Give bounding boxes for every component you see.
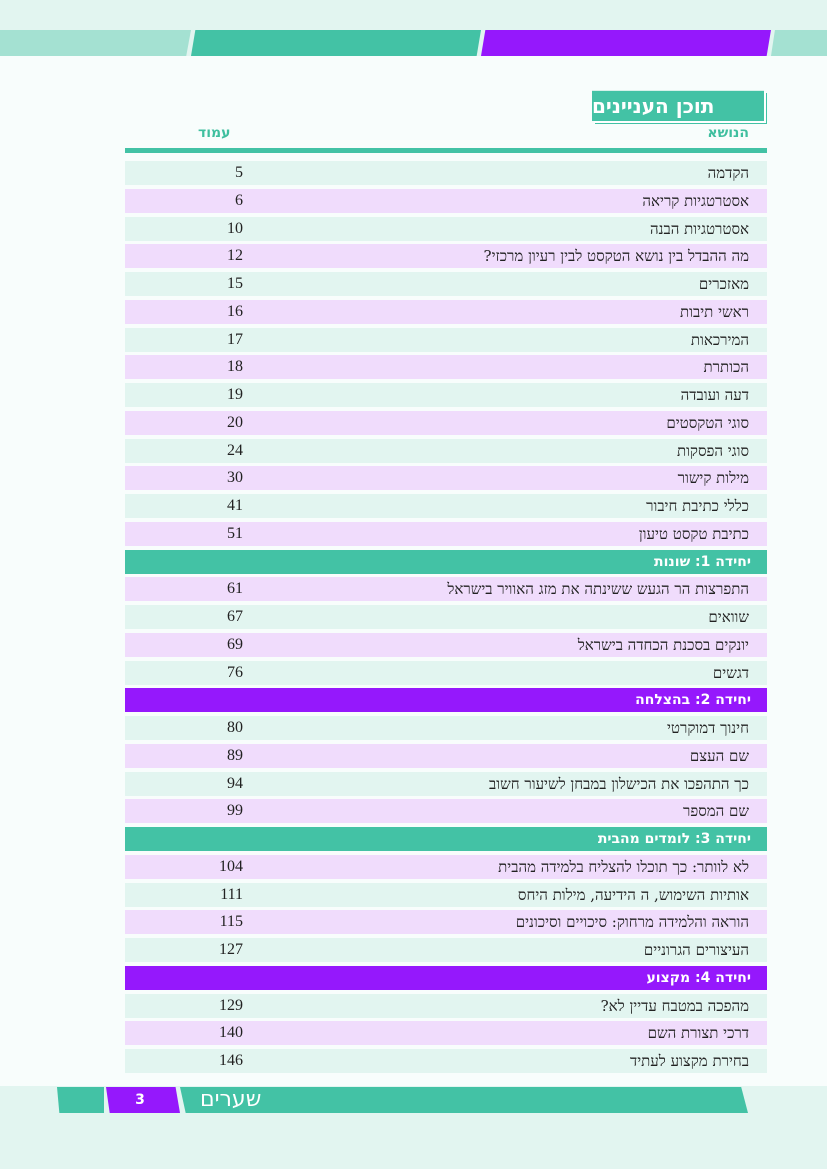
toc-entry-page: 69 <box>227 635 243 653</box>
toc-entry[interactable] <box>125 411 767 435</box>
toc-entry[interactable] <box>125 439 767 463</box>
toc-entry-title: יונקים בסכנת הכחדה בישראל <box>577 635 749 654</box>
top-bar-segment-light-teal <box>0 30 191 56</box>
toc-entry-title: מילות קישור <box>677 469 749 488</box>
toc-unit-header[interactable] <box>125 688 767 712</box>
toc-entry-title: שם המספר <box>682 802 749 821</box>
toc-entry[interactable] <box>125 1049 767 1073</box>
toc-entry[interactable] <box>125 466 767 490</box>
toc-entry[interactable] <box>125 383 767 407</box>
toc-entry-title: מאזכרים <box>698 275 749 293</box>
top-bar-segment-purple <box>481 30 771 56</box>
column-header-page: עמוד <box>198 125 231 141</box>
toc-entry-page: 129 <box>219 996 243 1014</box>
page-number: 3 <box>135 1092 145 1108</box>
unit-title: יחידה 2: בהצלחה <box>635 692 751 709</box>
toc-entry-page: 111 <box>220 885 243 903</box>
unit-title: יחידה 4: מקצוע <box>646 969 751 986</box>
toc-entry[interactable] <box>125 633 767 657</box>
toc-entry-page: 146 <box>219 1052 243 1069</box>
toc-entry-page: 10 <box>227 219 243 237</box>
toc-entry[interactable] <box>125 328 767 352</box>
toc-entry-title: דרכי תצורת השם <box>647 1024 749 1043</box>
toc-entry-page: 5 <box>235 164 243 181</box>
toc-entry[interactable] <box>125 217 767 241</box>
toc-unit-header[interactable] <box>125 827 767 851</box>
toc-entry-page: 127 <box>219 941 243 958</box>
toc-entry-title: שוואים <box>708 608 749 626</box>
toc-entry[interactable] <box>125 855 767 879</box>
table-of-contents <box>125 161 767 1077</box>
toc-entry-page: 51 <box>227 524 243 542</box>
toc-entry-title: מה ההבדל בין נושא הטקסט לבין רעיון מרכזי? <box>483 247 749 266</box>
toc-entry[interactable] <box>125 355 767 379</box>
toc-entry[interactable] <box>125 994 767 1018</box>
toc-entry-page: 67 <box>227 608 243 625</box>
toc-entry-title: אותיות השימוש, ה הידיעה, מילות היחס <box>517 885 749 904</box>
toc-entry-page: 16 <box>227 302 243 320</box>
toc-entry-title: אסטרטגיות קריאה <box>642 191 749 210</box>
toc-entry[interactable] <box>125 494 767 518</box>
toc-entry[interactable] <box>125 883 767 907</box>
toc-entry-title: שם העצם <box>689 746 749 765</box>
toc-entry-title: הקדמה <box>707 164 749 182</box>
toc-entry[interactable] <box>125 910 767 934</box>
toc-entry-title: דגשים <box>712 663 749 682</box>
toc-entry-title: ראשי תיבות <box>680 302 749 321</box>
toc-entry-page: 12 <box>227 247 243 265</box>
toc-entry[interactable] <box>125 938 767 962</box>
toc-entry-page: 17 <box>227 330 243 348</box>
toc-entry-title: העיצורים הגרוניים <box>643 941 749 959</box>
toc-entry-page: 89 <box>227 746 243 764</box>
toc-entry-page: 99 <box>227 802 243 820</box>
page-title: תוכן העניינים <box>592 90 764 121</box>
toc-entry-page: 104 <box>219 857 243 875</box>
toc-entry[interactable] <box>125 244 767 268</box>
toc-entry-title: הכותרת <box>703 358 749 377</box>
toc-entry-title: כתיבת טקסט טיעון <box>638 524 749 543</box>
toc-entry-title: התפרצות הר הגעש ששינתה את מזג האוויר בישראל <box>447 580 749 599</box>
toc-entry-title: כללי כתיבת חיבור <box>646 497 749 515</box>
toc-entry-page: 94 <box>227 774 243 792</box>
column-header-topic: הנושא <box>707 125 749 141</box>
toc-entry[interactable] <box>125 1021 767 1045</box>
toc-unit-header[interactable] <box>125 966 767 990</box>
toc-entry-title: דעה ועובדה <box>680 386 749 404</box>
toc-entry-page: 80 <box>227 719 243 736</box>
toc-unit-header[interactable] <box>125 550 767 574</box>
toc-entry-page: 115 <box>219 913 243 931</box>
toc-entry-title: מהפכה במטבח עדיין לא? <box>600 996 749 1015</box>
toc-entry-title: סוגי הטקסטים <box>666 413 749 432</box>
toc-entry[interactable] <box>125 272 767 296</box>
toc-entry-page: 140 <box>219 1024 243 1042</box>
unit-title: יחידה 3: לומדים מהבית <box>597 831 751 847</box>
toc-entry[interactable] <box>125 661 767 685</box>
toc-entry-title: סוגי הפסקות <box>676 441 749 460</box>
footer-title-bar <box>180 1087 748 1113</box>
unit-title: יחידה 1: שונות <box>654 553 751 570</box>
toc-entry-page: 19 <box>227 386 243 403</box>
toc-entry[interactable] <box>125 744 767 768</box>
toc-entry[interactable] <box>125 577 767 601</box>
toc-entry-page: 18 <box>227 358 243 376</box>
toc-entry-page: 15 <box>227 275 243 292</box>
toc-entry-page: 20 <box>227 413 243 431</box>
footer-bar <box>0 1087 827 1113</box>
toc-entry[interactable] <box>125 300 767 324</box>
toc-entry[interactable] <box>125 772 767 796</box>
toc-entry[interactable] <box>125 189 767 213</box>
header-divider <box>125 148 767 153</box>
toc-entry-page: 24 <box>227 441 243 459</box>
toc-entry[interactable] <box>125 799 767 823</box>
toc-entry[interactable] <box>125 605 767 629</box>
toc-entry-title: כך התהפכו את הכישלון במבחן לשיעור חשוב <box>489 774 749 793</box>
toc-entry-page: 76 <box>227 663 243 681</box>
toc-entry-page: 30 <box>227 469 243 487</box>
toc-entry[interactable] <box>125 716 767 740</box>
toc-entry-page: 6 <box>235 191 243 209</box>
book-title: שערים <box>200 1087 262 1112</box>
toc-entry-page: 41 <box>227 497 243 514</box>
toc-entry-title: הוראה והלמידה מרחוק: סיכויים וסיכונים <box>515 913 749 932</box>
toc-entry-title: המירכאות <box>690 330 749 349</box>
top-band <box>0 0 827 30</box>
top-bar-segment-teal <box>191 30 481 56</box>
toc-entry-page: 61 <box>227 580 243 598</box>
toc-entry[interactable] <box>125 522 767 546</box>
top-decorative-bar <box>0 30 827 56</box>
toc-entry-title: לא לוותר: כך תוכלו להצליח בלמידה מהבית <box>498 857 749 876</box>
footer-bar-segment-teal-left <box>57 1087 104 1113</box>
toc-entry-title: אסטרטגיות הבנה <box>649 219 749 238</box>
toc-entry[interactable] <box>125 161 767 185</box>
toc-entry-title: חינוך דמוקרטי <box>667 719 749 737</box>
top-bar-segment-light-teal-right <box>771 30 827 56</box>
toc-entry-title: בחירת מקצוע לעתיד <box>630 1052 749 1070</box>
